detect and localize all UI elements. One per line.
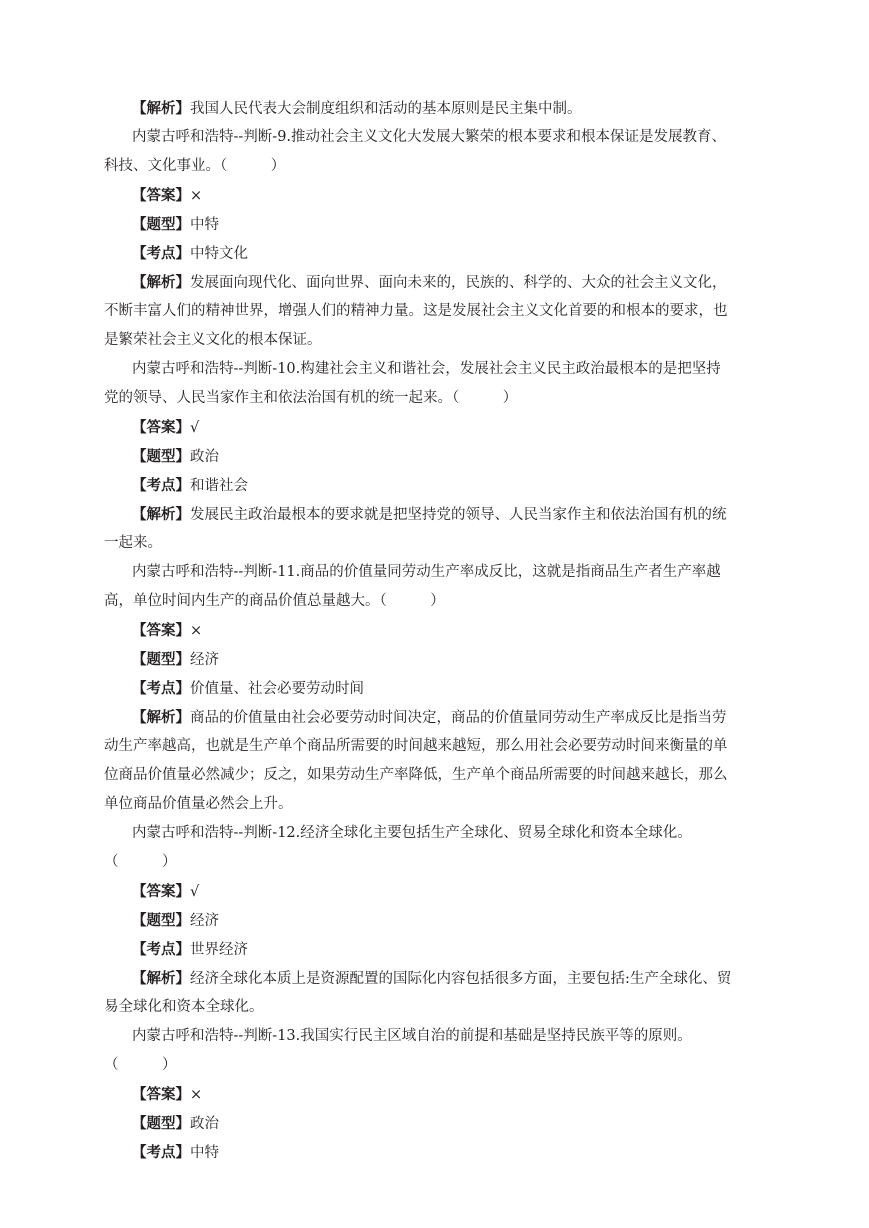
field-label: 【题型】 bbox=[132, 651, 190, 668]
analysis-paragraph bbox=[104, 500, 770, 558]
paragraph-row bbox=[104, 384, 770, 413]
paragraph-row bbox=[104, 529, 770, 558]
row-text: 内蒙古呼和浩特--判断-9.推动社会主义文化大发展大繁荣的根本要求和根本保证是发展教育、 bbox=[132, 129, 727, 145]
field-line bbox=[104, 471, 770, 500]
field-value: 价值量、社会必要劳动时间 bbox=[190, 681, 364, 697]
paragraph-row bbox=[104, 1022, 770, 1051]
field-value: 政治 bbox=[190, 449, 219, 465]
field-line bbox=[104, 1109, 770, 1138]
field-label: 【考点】 bbox=[132, 941, 190, 958]
row-text: 不断丰富人们的精神世界，增强人们的精神力量。这是发展社会主义文化首要的和根本的要求，也 bbox=[104, 303, 728, 319]
field-label: 【解析】 bbox=[132, 274, 190, 291]
field-label: 【解析】 bbox=[132, 709, 190, 726]
row-text: 内蒙古呼和浩特--判断-11.商品的价值量同劳动生产率成反比，这就是指商品生产者生产率越 bbox=[132, 564, 721, 580]
field-line bbox=[104, 616, 770, 645]
field-value: 世界经济 bbox=[190, 942, 248, 958]
field-label: 【考点】 bbox=[132, 1144, 190, 1161]
paragraph-row bbox=[104, 1051, 770, 1080]
paragraph-row bbox=[104, 761, 770, 790]
paragraph-row bbox=[104, 268, 770, 297]
paragraph-row bbox=[104, 848, 770, 877]
field-line bbox=[104, 94, 770, 123]
field-label: 【题型】 bbox=[132, 216, 190, 233]
row-text: 位商品价值量必然减少；反之，如果劳动生产率降低，生产单个商品所需要的时间越来越长，那么 bbox=[104, 767, 728, 783]
field-label: 【答案】 bbox=[132, 883, 190, 900]
row-text: 党的领导、人民当家作主和依法治国有机的统一起来。（ ） bbox=[104, 390, 518, 406]
field-value: × bbox=[190, 1087, 203, 1103]
row-text: 是繁荣社会主义文化的根本保证。 bbox=[104, 332, 322, 348]
question-paragraph bbox=[104, 123, 770, 181]
field-label: 【解析】 bbox=[132, 100, 190, 117]
field-value: 和谐社会 bbox=[190, 478, 248, 494]
analysis-paragraph bbox=[104, 964, 770, 1022]
row-text: （ ） bbox=[104, 1057, 177, 1073]
field-line bbox=[104, 210, 770, 239]
field-line bbox=[104, 239, 770, 268]
field-label: 【答案】 bbox=[132, 419, 190, 436]
field-label: 【题型】 bbox=[132, 448, 190, 465]
field-value: 经济 bbox=[190, 913, 219, 929]
field-label: 【考点】 bbox=[132, 477, 190, 494]
field-label: 【考点】 bbox=[132, 680, 190, 697]
paragraph-row bbox=[104, 703, 770, 732]
field-line bbox=[104, 181, 770, 210]
question-paragraph bbox=[104, 558, 770, 616]
row-text: 动生产率越高，也就是生产单个商品所需要的时间越来越短，那么用社会必要劳动时间来衡量的单 bbox=[104, 738, 728, 754]
row-text: 内蒙古呼和浩特--判断-13.我国实行民主区域自治的前提和基础是坚持民族平等的原则。 bbox=[132, 1028, 692, 1044]
row-text: 高，单位时间内生产的商品价值总量越大。（ ） bbox=[104, 593, 445, 609]
field-label: 【解析】 bbox=[132, 970, 190, 987]
row-text: 经济全球化本质上是资源配置的国际化内容包括很多方面，主要包括:生产全球化、贸 bbox=[190, 971, 732, 987]
question-paragraph bbox=[104, 355, 770, 413]
paragraph-row bbox=[104, 587, 770, 616]
field-value: √ bbox=[190, 884, 200, 900]
row-text: 单位商品价值量必然会上升。 bbox=[104, 796, 293, 812]
field-line bbox=[104, 413, 770, 442]
field-label: 【解析】 bbox=[132, 506, 190, 523]
paragraph-row bbox=[104, 993, 770, 1022]
field-label: 【考点】 bbox=[132, 245, 190, 262]
row-text: 科技、文化事业。（ ） bbox=[104, 158, 286, 174]
row-text: （ ） bbox=[104, 854, 177, 870]
paragraph-row bbox=[104, 964, 770, 993]
field-value: √ bbox=[190, 420, 200, 436]
paragraph-row bbox=[104, 790, 770, 819]
paragraph-row bbox=[104, 732, 770, 761]
paragraph-row bbox=[104, 152, 770, 181]
row-text: 发展民主政治最根本的要求就是把坚持党的领导、人民当家作主和依法治国有机的统 bbox=[190, 507, 727, 523]
row-text: 内蒙古呼和浩特--判断-12.经济全球化主要包括生产全球化、贸易全球化和资本全球化。 bbox=[132, 825, 692, 841]
paragraph-row bbox=[104, 297, 770, 326]
field-line bbox=[104, 877, 770, 906]
row-text: 一起来。 bbox=[104, 535, 162, 551]
question-paragraph bbox=[104, 1022, 770, 1080]
field-value: 我国人民代表大会制度组织和活动的基本原则是民主集中制。 bbox=[190, 101, 582, 117]
row-text: 易全球化和资本全球化。 bbox=[104, 999, 264, 1015]
field-value: × bbox=[190, 188, 203, 204]
document-body bbox=[104, 94, 770, 1167]
analysis-paragraph bbox=[104, 703, 770, 819]
field-line bbox=[104, 645, 770, 674]
paragraph-row bbox=[104, 819, 770, 848]
field-value: 中特 bbox=[190, 217, 219, 233]
paragraph-row bbox=[104, 123, 770, 152]
paragraph-row bbox=[104, 326, 770, 355]
field-line bbox=[104, 906, 770, 935]
field-line bbox=[104, 935, 770, 964]
field-value: 经济 bbox=[190, 652, 219, 668]
field-line bbox=[104, 1138, 770, 1167]
field-value: × bbox=[190, 623, 203, 639]
field-line bbox=[104, 674, 770, 703]
paragraph-row bbox=[104, 558, 770, 587]
field-line bbox=[104, 442, 770, 471]
question-paragraph bbox=[104, 819, 770, 877]
field-value: 政治 bbox=[190, 1116, 219, 1132]
analysis-paragraph bbox=[104, 268, 770, 355]
row-text: 内蒙古呼和浩特--判断-10.构建社会主义和谐社会，发展社会主义民主政治最根本的是把坚持 bbox=[132, 361, 721, 377]
row-text: 发展面向现代化、面向世界、面向未来的，民族的、科学的、大众的社会主义文化， bbox=[190, 275, 727, 291]
field-label: 【题型】 bbox=[132, 1115, 190, 1132]
field-label: 【答案】 bbox=[132, 1086, 190, 1103]
paragraph-row bbox=[104, 355, 770, 384]
field-line bbox=[104, 1080, 770, 1109]
paragraph-row bbox=[104, 500, 770, 529]
field-value: 中特 bbox=[190, 1145, 219, 1161]
field-value: 中特文化 bbox=[190, 246, 248, 262]
field-label: 【题型】 bbox=[132, 912, 190, 929]
field-label: 【答案】 bbox=[132, 187, 190, 204]
field-label: 【答案】 bbox=[132, 622, 190, 639]
row-text: 商品的价值量由社会必要劳动时间决定，商品的价值量同劳动生产率成反比是指当劳 bbox=[190, 710, 727, 726]
